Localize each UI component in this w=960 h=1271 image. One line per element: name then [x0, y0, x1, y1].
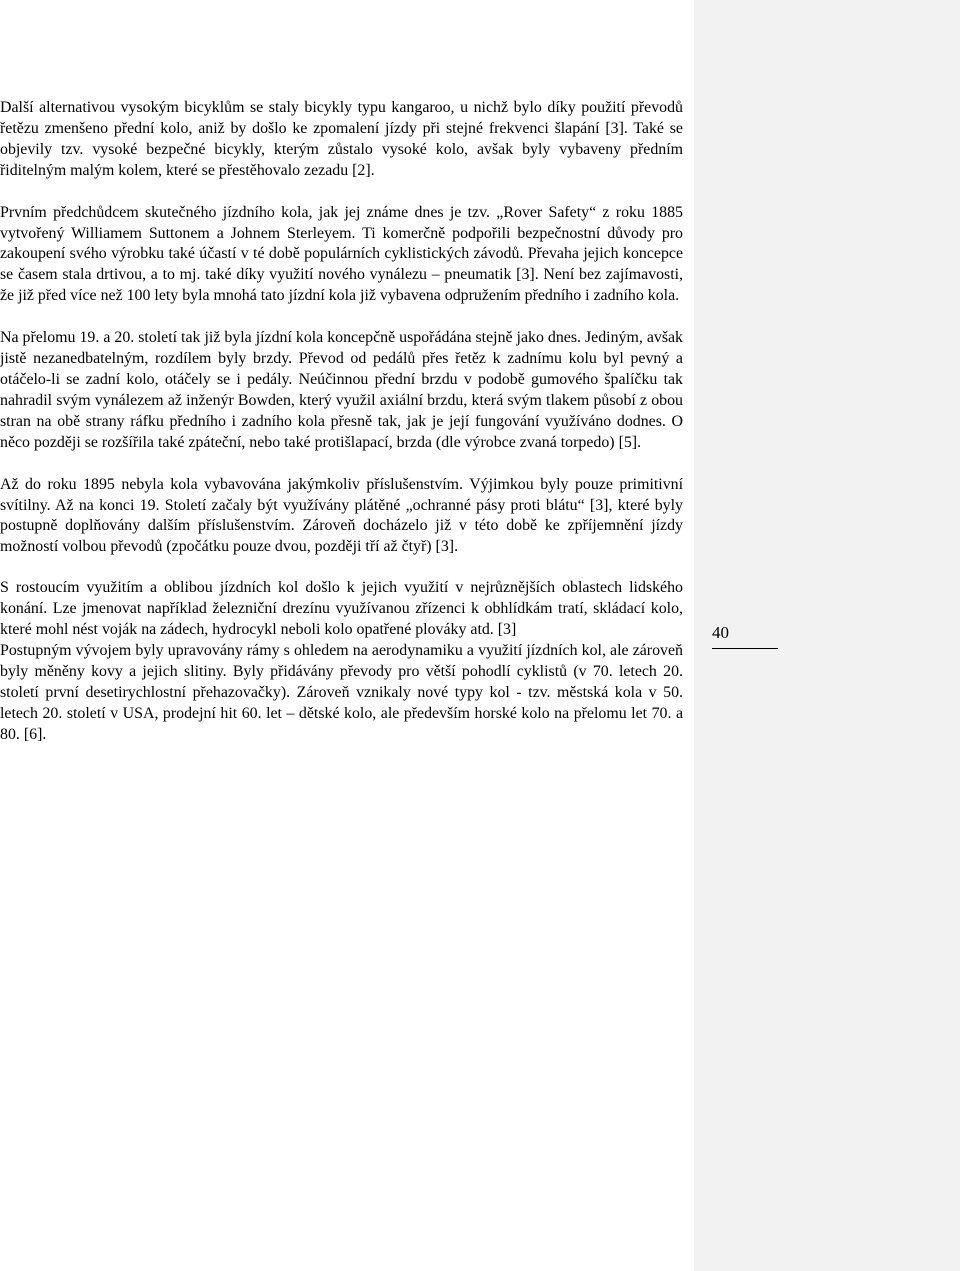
paragraph-rover-safety: Prvním předchůdcem skutečného jízdního kola, jak jej známe dnes je tzv. „Rover Safety“ z roku 1885 vytvořený Williamem Suttonem a Johnem Sterleyem. Ti komerčně podpořili bezpečnostní důvody pro zakoupení svého výrobku také účastí v té době populárních cyklistických závodů. Převaha jejich koncepce se časem stala drtivou, a to mj. také díky využití nového vynálezu – pneumatik [3]. Není bez zajímavosti, že již před více než 100 lety byla mnohá tato jízdní kola již vybavena odpružením předního i zadního kola. [0, 203, 683, 305]
paragraph-brakes: Na přelomu 19. a 20. století tak již byla jízdní kola koncepčně uspořádána stejně jako dnes. Jediným, avšak jistě nezanedbatelným, rozdílem byly brzdy. Převod od pedálů přes řetěz k zadnímu kolu byl pevný a otáčelo-li se zadní kolo, otáčely se i pedály. Neúčinnou přední brzdu v podobě gumového špalíčku tak nahradil svým vynálezem až inženýr Bowden, který využil axiální brzdu, která svým tlakem působí z obou stran na obě strany ráfku předního i zadního kola přesně tak, jak je její fungování využíváno dodnes. O něco později se rozšířila také zpáteční, nebo také protišlapací, brzda (dle výrobce zvaná torpedo) [5]. [0, 329, 683, 451]
document-body [0, 98, 683, 745]
paragraph-accessories: Až do roku 1895 nebyla kola vybavována jakýmkoliv příslušenstvím. Výjimkou byly pouze primitivní svítilny. Až na konci 19. Století začaly být využívány plátěné „ochranné pásy proti blátu“ [3], které byly postupně doplňovány dalším příslušenstvím. Zároveň docházelo již v této době ke zpříjemnění jízdy možností volbou převodů (zpočátku pouze dvou, později tří až čtyř) [3]. [0, 475, 683, 556]
paragraph-development: Postupným vývojem byly upravovány rámy s ohledem na aerodynamiku a využití jízdních kol, ale zároveň byly měněny kovy a jejich slitiny. Byly přidávány převody pro větší pohodlí cyklistů (v 70. letech 20. století první desetirychlostní přehazovačky). Zároveň vznikaly nové typy kol - tzv. městská kola v 50. letech 20. století v USA, prodejní hit 60. let – dětské kolo, ale především horské kolo na přelomu let 70. a 80. [6]. [0, 641, 683, 743]
paragraph-kangaroo-bicycles: Další alternativou vysokým bicyklům se staly bicykly typu kangaroo, u nichž bylo díky použití převodů řetězu zmenšeno přední kolo, aniž by došlo ke zpomalení jízdy při stejné frekvenci šlapání [3]. Také se objevily tzv. vysoké bezpečné bicykly, kterým zůstalo vysoké kolo, avšak byly vybaveny předním řiditelným malým kolem, které se přestěhovalo zezadu [2]. [0, 99, 683, 179]
paragraph-usage-areas: S rostoucím využitím a oblibou jízdních kol došlo k jejich využití v nejrůznějších oblastech lidského konání. Lze jmenovat například železniční drezínu využívanou zřízenci k obhlídkám tratí, skládací kolo, které mohl nést voják na zádech, hydrocykl neboli kolo opatřené plováky atd. [3] [0, 579, 683, 639]
page-number: 40 [712, 622, 778, 649]
